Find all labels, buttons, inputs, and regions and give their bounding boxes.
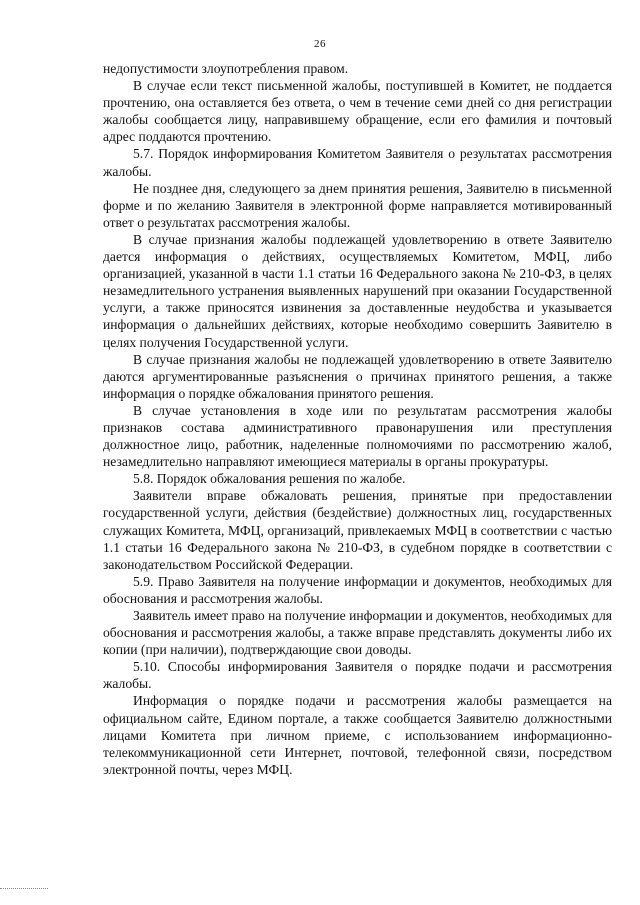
section-5-7-heading: 5.7. Порядок информирования Комитетом Заявителя о результатах рассмотрения жалобы.	[103, 146, 612, 179]
paragraph-judicial-appeal: Заявители вправе обжаловать решения, принятые при предоставлении государственной услуги, действия (бездействие) должностных лиц, государственных служащих Комитета, МФЦ, организаций, привлекаемых МФЦ в соответствии с частью 1.1 статьи 16 Федерального закона № 210-ФЗ, в судебном порядке в соответствии с законодательством Российской Федерации.	[103, 488, 612, 572]
paragraph-complaint-satisfied: В случае признания жалобы подлежащей удовлетворению в ответе Заявителю дается информация о действиях, осуществляемых Комитетом, МФЦ, либо организацией, указанной в части 1.1 статьи 16 Федерального закона № 210-ФЗ, в целях незамедлительного устранения выявленных нарушений при оказании Государственной услуги, а также приносятся извинения за доставленные неудобства и указывается информация о дальнейших действиях, которые необходимо совершить Заявителю в целях получения Государственной услуги.	[103, 231, 612, 350]
paragraph-complaint-rejected: В случае признания жалобы не подлежащей удовлетворению в ответе Заявителю даются аргументированные разъяснения о причинах принятого решения, а также информация о порядке обжалования принятого решения.	[103, 351, 612, 401]
paragraph-continuation: недопустимости злоупотребления правом.	[103, 61, 349, 76]
section-5-10-heading: 5.10. Способы информирования Заявителя о порядке подачи и рассмотрения жалобы.	[103, 659, 612, 692]
paragraph-right-to-information: Заявитель имеет право на получение информации и документов, необходимых для обоснования и рассмотрения жалобы, а также вправе представлять документы либо их копии (при наличии), подтверждающие свои доводы.	[103, 608, 612, 658]
paragraph-reasoned-answer: Не позднее дня, следующего за днем принятия решения, Заявителю в письменной форме и по желанию Заявителя в электронной форме направляется мотивированный ответ о результатах рассмотрения жалобы.	[103, 180, 612, 230]
paragraph-unreadable-complaint: В случае если текст письменной жалобы, поступившей в Комитет, не поддается прочтению, она оставляется без ответа, о чем в течение семи дней со дня регистрации жалобы сообщается лицу, направившему обращение, если его фамилия и почтовый адрес поддаются прочтению.	[103, 78, 612, 145]
section-5-9-heading: 5.9. Право Заявителя на получение информации и документов, необходимых для обоснования и рассмотрения жалобы.	[103, 573, 612, 606]
page-number: 26	[314, 38, 326, 50]
section-5-8-heading: 5.8. Порядок обжалования решения по жалобе.	[133, 471, 406, 487]
footer-divider	[0, 888, 48, 889]
paragraph-offense-signs: В случае установления в ходе или по результатам рассмотрения жалобы признаков состава административного правонарушения или преступления должностное лицо, работник, наделенные полномочиями по рассмотрению жалоб, незамедлительно направляют имеющиеся материалы в органы прокуратуры.	[103, 402, 612, 470]
paragraph-information-channels: Информация о порядке подачи и рассмотрения жалобы размещается на официальном сайте, Едином портале, а также сообщается Заявителю должностными лицами Комитета при личном приеме, с использованием информационно-телекоммуникационной сети Интернет, почтовой, телефонной связи, посредством электронной почты, через МФЦ.	[103, 693, 612, 777]
document-body	[103, 60, 612, 778]
